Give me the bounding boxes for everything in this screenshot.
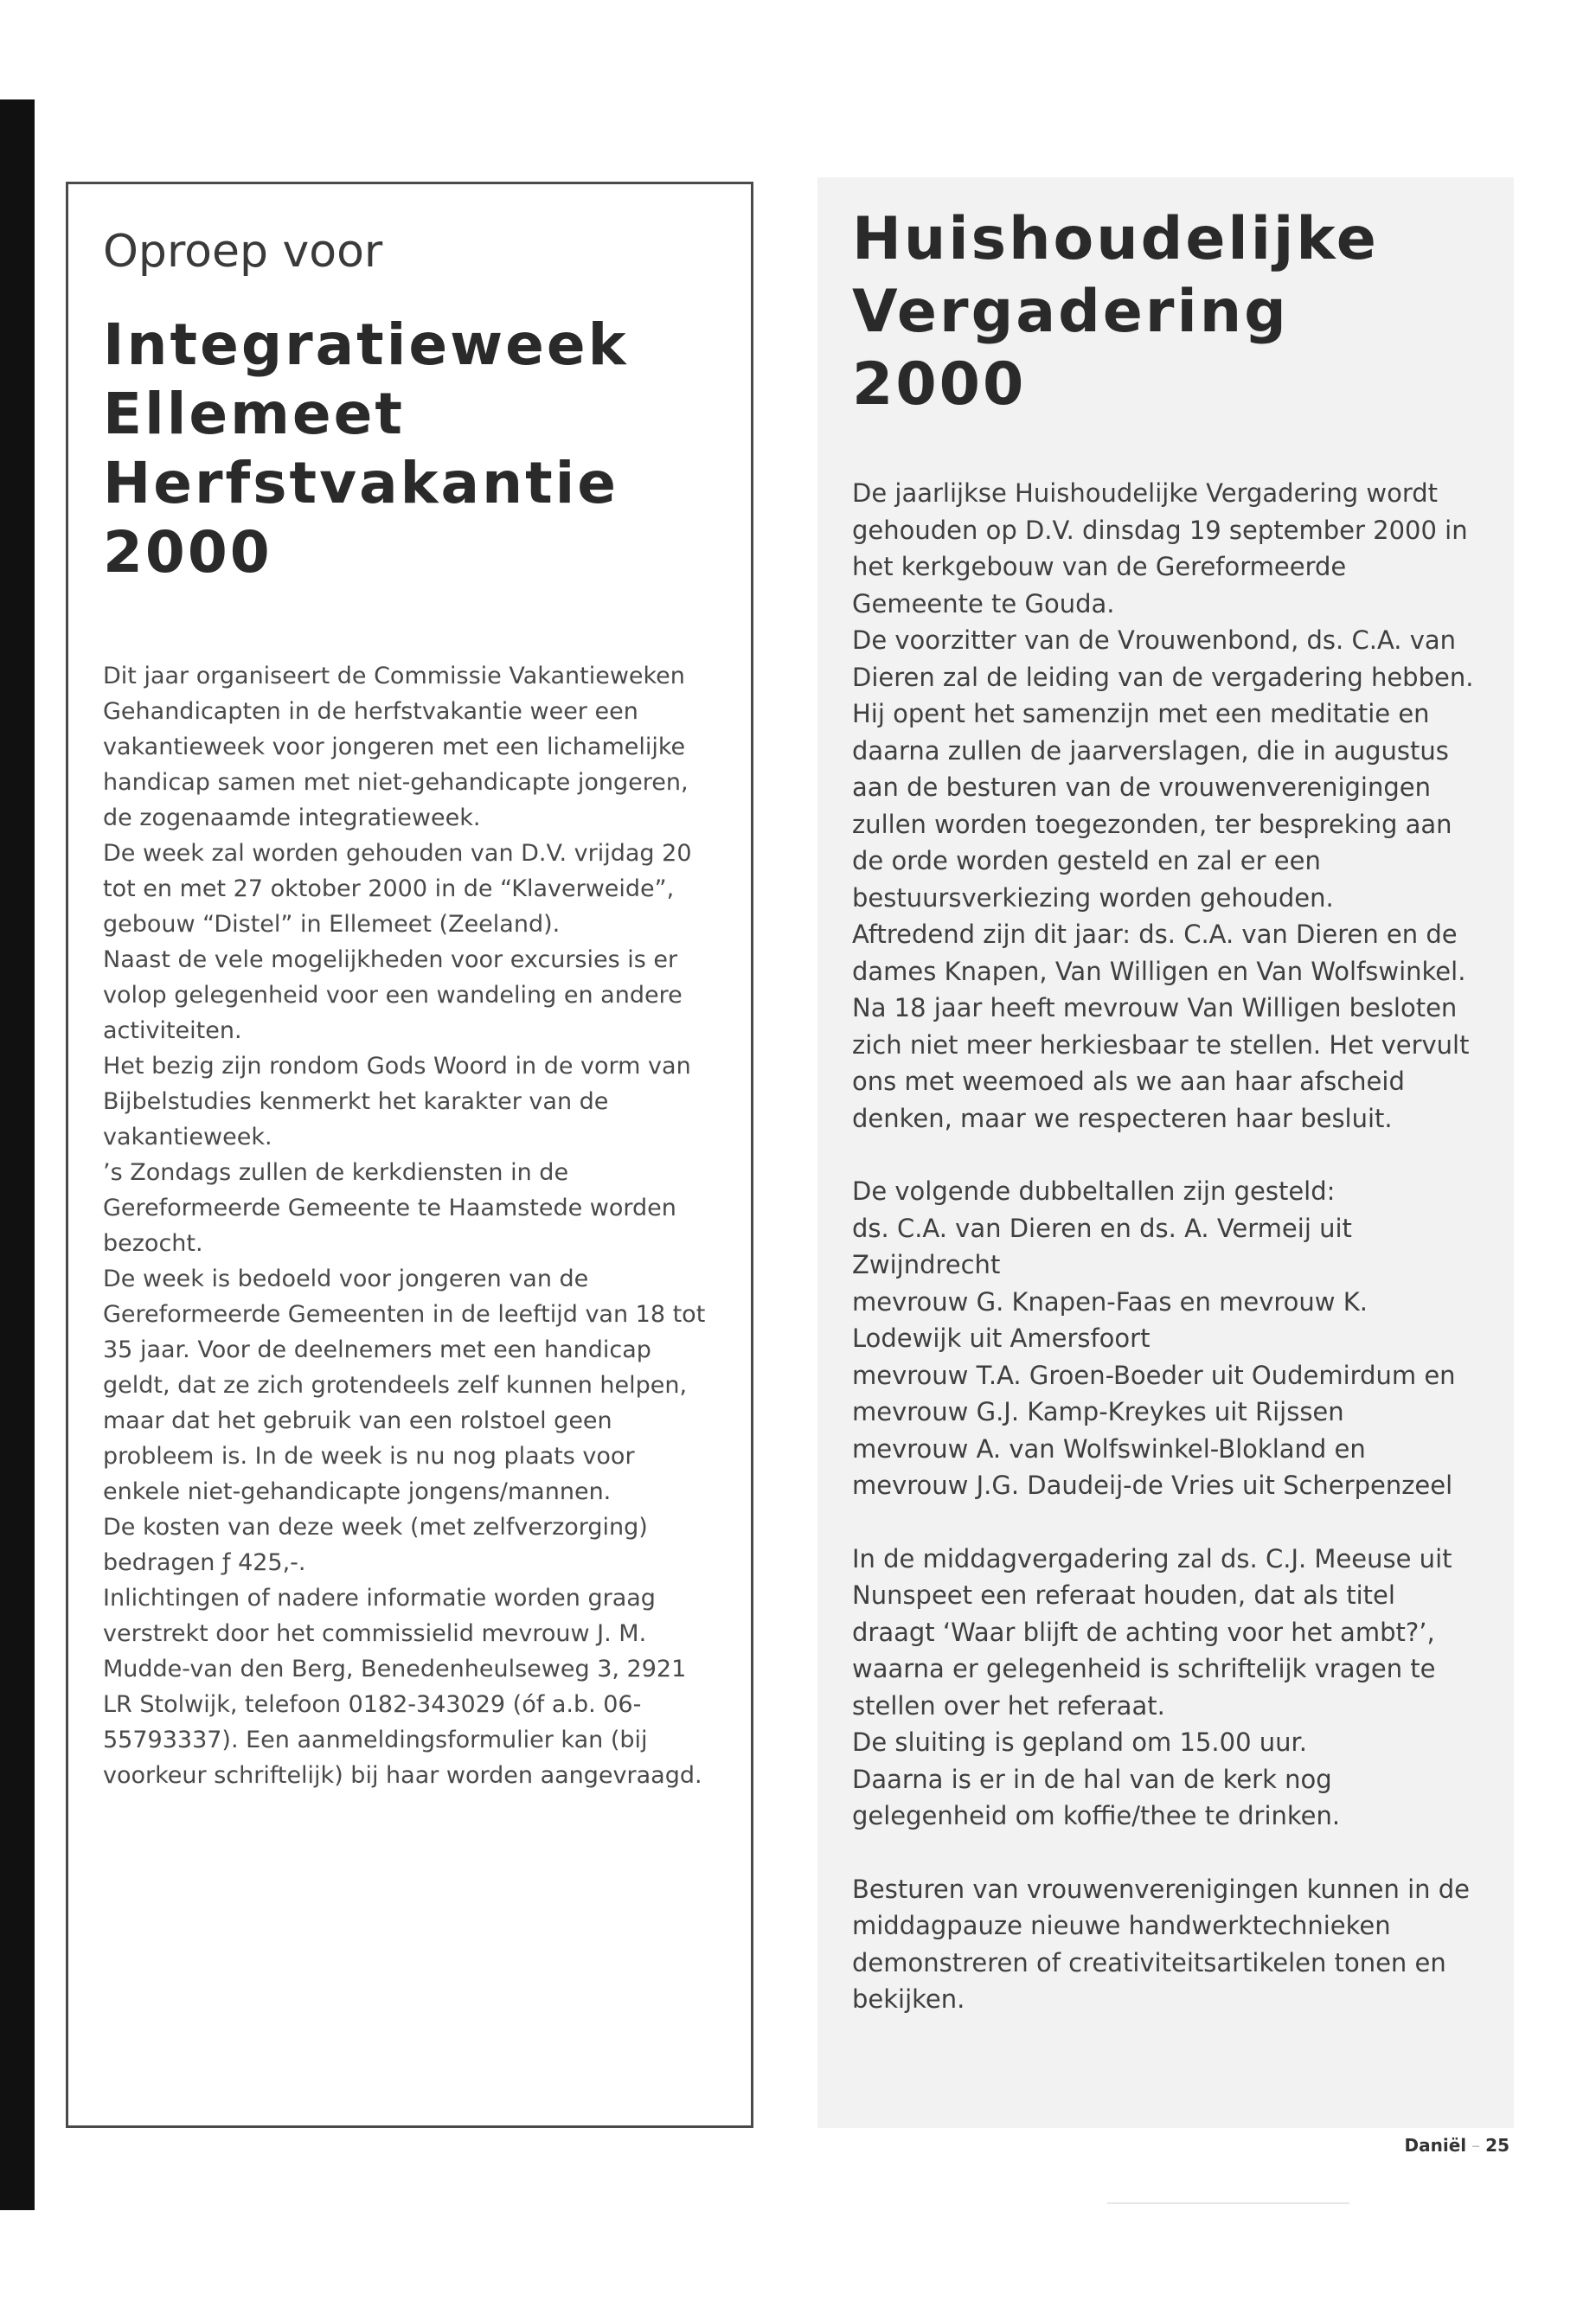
article-title xyxy=(103,311,716,587)
candidate-line: ds. C.A. van Dieren en ds. A. Vermeij uit Zwijndrecht xyxy=(852,1213,1352,1279)
article-body xyxy=(103,658,716,1793)
bottom-rule xyxy=(1107,2202,1349,2204)
paragraph: De sluiting is gepland om 15.00 uur. xyxy=(852,1727,1307,1757)
title-line: Vergadering 2000 xyxy=(852,278,1289,419)
paragraph: Het bezig zijn rondom Gods Woord in de vorm van Bijbelstudies kenmerkt het karakter van de vakantieweek. xyxy=(103,1053,691,1150)
paragraph: De week is bedoeld voor jongeren van de Gereformeerde Gemeenten in de leeftijd van 18 tot 35 jaar. Voor de deelnemers met een handicap geldt, dat ze zich grotendeels zelf kunnen helpen, maar dat het gebruik van een rolstoel geen probleem is. In de week is nu nog plaats voor enkele niet-gehandicapte jongens/mannen. xyxy=(103,1266,706,1505)
page-number: 25 xyxy=(1485,2135,1509,2156)
paragraph: De kosten van deze week (met zelfverzorging) bedragen ƒ 425,-. xyxy=(103,1514,648,1576)
paragraph: De week zal worden gehouden van D.V. vrijdag 20 tot en met 27 oktober 2000 in de “Klaverweide”, gebouw “Distel” in Ellemeet (Zeeland). xyxy=(103,840,692,938)
paragraph: Aftredend zijn dit jaar: ds. C.A. van Dieren en de dames Knapen, Van Willigen en Van Wolfswinkel. Na 18 jaar heeft mevrouw Van Willigen besloten zich niet meer herkiesbaar te stellen. Het vervult ons met weemoed als we aan haar afscheid denken, maar we respecteren haar besluit. xyxy=(852,920,1470,1133)
title-line: Ellemeet xyxy=(103,381,405,447)
paragraph: Naast de vele mogelijkheden voor excursies is er volop gelegenheid voor een wandeling en andere activiteiten. xyxy=(103,946,683,1044)
candidate-line: mevrouw G. Knapen-Faas en mevrouw K. Lodewijk uit Amersfoort xyxy=(852,1286,1368,1353)
article-title xyxy=(852,203,1484,421)
title-line: Integratieweek xyxy=(103,311,629,378)
magazine-name: Daniël xyxy=(1404,2135,1467,2156)
paragraph: De volgende dubbeltallen zijn gesteld: xyxy=(852,1176,1336,1206)
footer-separator: – xyxy=(1471,2135,1481,2156)
paragraph: Dit jaar organiseert de Commissie Vakantieweken Gehandicapten in de herfstvakantie weer een vakantieweek voor jongeren met een lichamelijke handicap samen met niet-gehandicapte jongeren, de zogenaamde integratieweek. xyxy=(103,663,689,831)
paragraph: In de middagvergadering zal ds. C.J. Meeuse uit Nunspeet een referaat houden, dat als titel draagt ‘Waar blijft de achting voor het ambt?’, waarna er gelegenheid is schriftelijk vragen te stellen over het referaat. xyxy=(852,1543,1452,1721)
paragraph: De voorzitter van de Vrouwenbond, ds. C.A. van Dieren zal de leiding van de vergadering hebben. Hij opent het samenzijn met een meditatie en daarna zullen de jaarverslagen, die in augustus aan de besturen van de vrouwenverenigingen zullen worden toegezonden, ter bespreking aan de orde worden gesteld en zal er een bestuursverkiezing worden gehouden. xyxy=(852,625,1474,913)
paragraph: ’s Zondags zullen de kerkdiensten in de Gereformeerde Gemeente te Haamstede worden bezocht. xyxy=(103,1159,676,1257)
paragraph: Daarna is er in de hal van de kerk nog gelegenheid om koffie/thee te drinken. xyxy=(852,1764,1341,1830)
article-body xyxy=(852,475,1484,2018)
paragraph: Besturen van vrouwenverenigingen kunnen in de middagpauze nieuwe handwerktechnieken demonstreren of creativiteitsartikelen tonen en bekijken. xyxy=(852,1874,1471,2014)
candidate-line: mevrouw A. van Wolfswinkel-Blokland en mevrouw J.G. Daudeij-de Vries uit Scherpenzeel xyxy=(852,1433,1453,1500)
paragraph: De jaarlijkse Huishoudelijke Vergadering wordt gehouden op D.V. dinsdag 19 september 2000 in het kerkgebouw van de Gereformeerde Gemeente te Gouda. xyxy=(852,478,1468,619)
article-pretitle: Oproep voor xyxy=(103,226,383,278)
paragraph: Inlichtingen of nadere informatie worden graag verstrekt door het commissielid mevrouw J. M. Mudde-van den Berg, Benedenheulseweg 3, 2921 LR Stolwijk, telefoon 0182-343029 (óf a.b. 06-55793337). Een aanmeldingsformulier kan (bij voorkeur schriftelijk) bij haar worden aangevraagd. xyxy=(103,1585,702,1789)
left-article xyxy=(66,182,753,2128)
page-footer xyxy=(1405,2135,1509,2156)
page-spine xyxy=(0,99,35,2210)
title-line: Herfstvakantie 2000 xyxy=(103,450,619,586)
right-article xyxy=(817,177,1514,2128)
title-line: Huishoudelijke xyxy=(852,205,1379,273)
candidate-line: mevrouw T.A. Groen-Boeder uit Oudemirdum en mevrouw G.J. Kamp-Kreykes uit Rijssen xyxy=(852,1360,1456,1426)
